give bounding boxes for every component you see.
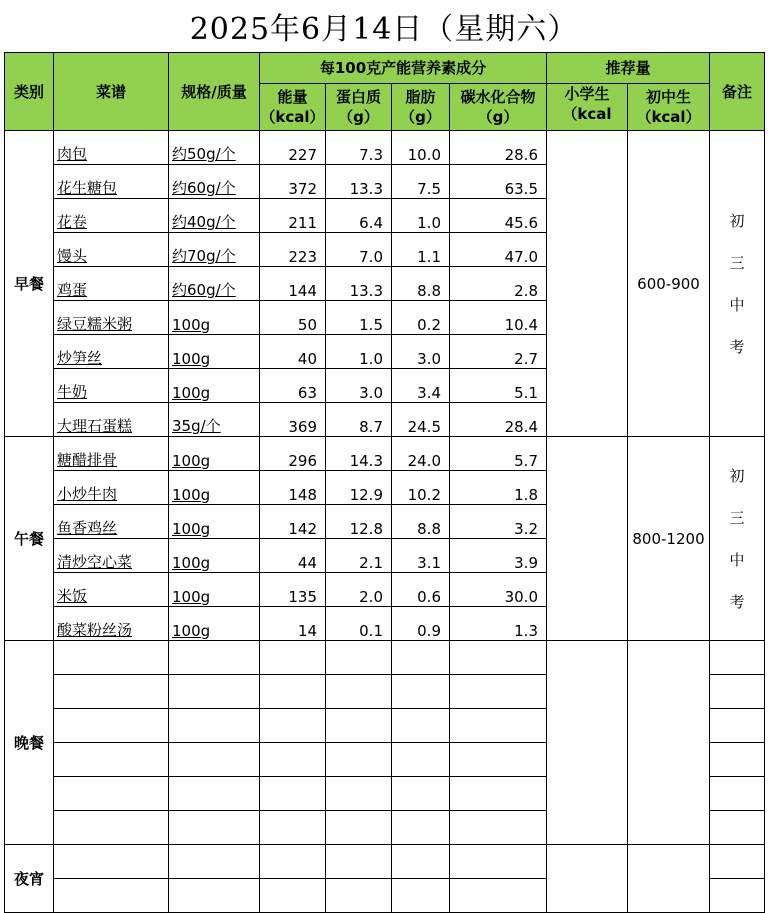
fat-value: 1.0 (392, 199, 450, 233)
empty-cell (450, 709, 547, 743)
spec-value: 100g (172, 622, 211, 640)
empty-cell (326, 641, 392, 675)
carbs-value: 3.9 (450, 539, 547, 573)
protein-value: 1.5 (326, 301, 392, 335)
energy-value: 50 (260, 301, 326, 335)
protein-value: 8.7 (326, 403, 392, 437)
protein-value: 12.9 (326, 471, 392, 505)
carbs-value: 3.2 (450, 505, 547, 539)
spec-cell (169, 131, 260, 165)
energy-value: 135 (260, 573, 326, 607)
empty-cell (450, 879, 547, 913)
remark-char: 三 (729, 253, 745, 272)
energy-value: 144 (260, 267, 326, 301)
empty-cell (54, 777, 169, 811)
recommend-primary-lunch (547, 437, 628, 641)
empty-cell (710, 777, 765, 811)
dish-name: 鸡蛋 (57, 281, 88, 299)
empty-cell (392, 811, 450, 845)
dish-cell (54, 437, 169, 471)
recommend-primary-dinner (547, 641, 628, 845)
energy-value: 372 (260, 165, 326, 199)
energy-value: 63 (260, 369, 326, 403)
spec-cell (169, 335, 260, 369)
dish-cell (54, 131, 169, 165)
fat-value: 10.0 (392, 131, 450, 165)
header-remark: 备注 (710, 53, 765, 131)
fat-value: 24.0 (392, 437, 450, 471)
empty-cell (450, 845, 547, 879)
dish-name: 花生糖包 (57, 179, 118, 197)
fat-value: 0.2 (392, 301, 450, 335)
fat-value: 0.9 (392, 607, 450, 641)
protein-value: 0.1 (326, 607, 392, 641)
empty-cell (326, 777, 392, 811)
table-row (5, 131, 765, 165)
empty-cell (260, 879, 326, 913)
empty-cell (326, 879, 392, 913)
empty-cell (710, 743, 765, 777)
dish-name: 清炒空心菜 (57, 553, 133, 571)
spec-cell (169, 369, 260, 403)
spec-cell (169, 607, 260, 641)
table-body (5, 131, 765, 913)
header-spec: 规格/质量 (169, 53, 260, 131)
empty-cell (169, 641, 260, 675)
fat-value: 3.4 (392, 369, 450, 403)
dish-name: 糖醋排骨 (57, 451, 118, 469)
header-junior: 初中生 （kcal） (628, 84, 710, 131)
dish-cell (54, 573, 169, 607)
empty-cell (710, 675, 765, 709)
dish-name: 馒头 (57, 247, 88, 265)
table-row (5, 437, 765, 471)
fat-value: 3.0 (392, 335, 450, 369)
nutrition-table (4, 52, 765, 913)
carbs-value: 28.6 (450, 131, 547, 165)
empty-cell (169, 811, 260, 845)
spec-value: 100g (172, 452, 211, 470)
header-energy: 能量 （kcal） (260, 84, 326, 131)
dish-cell (54, 369, 169, 403)
empty-cell (392, 845, 450, 879)
recommend-junior-night (628, 845, 710, 913)
empty-cell (260, 675, 326, 709)
empty-cell (450, 743, 547, 777)
protein-value: 7.0 (326, 233, 392, 267)
page-title: 2025年6月14日（星期六） (189, 12, 579, 47)
energy-value: 211 (260, 199, 326, 233)
protein-value: 7.3 (326, 131, 392, 165)
dish-cell (54, 301, 169, 335)
spec-cell (169, 573, 260, 607)
header-nutrition-group: 每100克产能营养素成分 (260, 53, 547, 84)
carbs-value: 47.0 (450, 233, 547, 267)
spec-cell (169, 539, 260, 573)
spec-cell (169, 267, 260, 301)
recommend-primary-breakfast (547, 131, 628, 437)
protein-value: 2.0 (326, 573, 392, 607)
dish-name: 肉包 (57, 145, 88, 163)
fat-value: 8.8 (392, 267, 450, 301)
empty-cell (326, 845, 392, 879)
empty-cell (54, 811, 169, 845)
fat-value: 0.6 (392, 573, 450, 607)
carbs-value: 10.4 (450, 301, 547, 335)
remark-char: 中 (729, 295, 745, 314)
carbs-value: 30.0 (450, 573, 547, 607)
header-fat: 脂肪 （g） (392, 84, 450, 131)
empty-cell (392, 675, 450, 709)
spec-value: 35g/个 (172, 417, 221, 435)
spec-value: 100g (172, 350, 211, 368)
carbs-value: 5.7 (450, 437, 547, 471)
dish-name: 酸菜粉丝汤 (57, 621, 133, 639)
dish-name: 牛奶 (57, 383, 88, 401)
empty-cell (450, 641, 547, 675)
spec-value: 约70g/个 (172, 247, 236, 265)
empty-cell (450, 811, 547, 845)
spec-value: 100g (172, 588, 211, 606)
protein-value: 3.0 (326, 369, 392, 403)
spec-cell (169, 199, 260, 233)
dish-name: 花卷 (57, 213, 88, 231)
remark-lunch (710, 437, 765, 641)
empty-cell (169, 743, 260, 777)
fat-value: 1.1 (392, 233, 450, 267)
remark-char: 考 (729, 592, 745, 611)
empty-cell (169, 777, 260, 811)
remark-breakfast (710, 131, 765, 437)
recommend-junior-dinner (628, 641, 710, 845)
header-category: 类别 (5, 53, 54, 131)
empty-row (5, 845, 765, 879)
header-protein: 蛋白质 （g） (326, 84, 392, 131)
spec-value: 100g (172, 520, 211, 538)
recommend-primary-night (547, 845, 628, 913)
empty-cell (260, 709, 326, 743)
empty-cell (169, 845, 260, 879)
dish-cell (54, 471, 169, 505)
dish-cell (54, 539, 169, 573)
empty-cell (326, 743, 392, 777)
empty-cell (710, 709, 765, 743)
protein-value: 6.4 (326, 199, 392, 233)
dish-cell (54, 335, 169, 369)
dish-name: 小炒牛肉 (57, 485, 118, 503)
dish-cell (54, 199, 169, 233)
carbs-value: 1.8 (450, 471, 547, 505)
spec-value: 约60g/个 (172, 179, 236, 197)
energy-value: 369 (260, 403, 326, 437)
dish-name: 米饭 (57, 587, 88, 605)
fat-value: 7.5 (392, 165, 450, 199)
empty-cell (169, 709, 260, 743)
protein-value: 1.0 (326, 335, 392, 369)
meal-category-night: 夜宵 (5, 845, 54, 913)
dish-cell (54, 505, 169, 539)
spec-value: 约50g/个 (172, 145, 236, 163)
header-primary: 小学生 （kcal (547, 84, 628, 131)
empty-cell (710, 845, 765, 879)
spec-value: 100g (172, 384, 211, 402)
empty-cell (326, 709, 392, 743)
carbs-value: 5.1 (450, 369, 547, 403)
spec-cell (169, 403, 260, 437)
dish-cell (54, 403, 169, 437)
dish-name: 鱼香鸡丝 (57, 519, 118, 537)
header-carbs: 碳水化合物 （g） (450, 84, 547, 131)
recommend-junior-lunch: 800-1200 (628, 437, 710, 641)
empty-cell (450, 675, 547, 709)
energy-value: 142 (260, 505, 326, 539)
energy-value: 14 (260, 607, 326, 641)
dish-cell (54, 267, 169, 301)
carbs-value: 1.3 (450, 607, 547, 641)
carbs-value: 2.8 (450, 267, 547, 301)
protein-value: 12.8 (326, 505, 392, 539)
empty-cell (326, 811, 392, 845)
empty-cell (260, 641, 326, 675)
empty-cell (54, 743, 169, 777)
empty-cell (260, 811, 326, 845)
dish-cell (54, 233, 169, 267)
energy-value: 223 (260, 233, 326, 267)
empty-cell (392, 777, 450, 811)
spec-value: 约60g/个 (172, 281, 236, 299)
spec-value: 约40g/个 (172, 213, 236, 231)
meal-category-dinner: 晚餐 (5, 641, 54, 845)
remark-char: 初 (729, 211, 745, 230)
protein-value: 14.3 (326, 437, 392, 471)
empty-cell (710, 811, 765, 845)
carbs-value: 63.5 (450, 165, 547, 199)
spec-value: 100g (172, 486, 211, 504)
spec-cell (169, 505, 260, 539)
empty-cell (169, 675, 260, 709)
fat-value: 3.1 (392, 539, 450, 573)
empty-cell (450, 777, 547, 811)
empty-cell (392, 743, 450, 777)
empty-cell (392, 641, 450, 675)
remark-char: 初 (729, 466, 745, 485)
protein-value: 13.3 (326, 165, 392, 199)
carbs-value: 2.7 (450, 335, 547, 369)
meal-category-breakfast: 早餐 (5, 131, 54, 437)
meal-category-lunch: 午餐 (5, 437, 54, 641)
empty-cell (260, 845, 326, 879)
recommend-junior-breakfast: 600-900 (628, 131, 710, 437)
carbs-value: 45.6 (450, 199, 547, 233)
dish-name: 大理石蛋糕 (57, 417, 133, 435)
header-recommend-group: 推荐量 (547, 53, 710, 84)
spec-cell (169, 165, 260, 199)
empty-cell (54, 845, 169, 879)
empty-cell (260, 743, 326, 777)
header-dish: 菜谱 (54, 53, 169, 131)
protein-value: 2.1 (326, 539, 392, 573)
fat-value: 8.8 (392, 505, 450, 539)
dish-name: 绿豆糯米粥 (57, 315, 133, 333)
empty-cell (710, 879, 765, 913)
empty-cell (54, 879, 169, 913)
empty-cell (54, 641, 169, 675)
carbs-value: 28.4 (450, 403, 547, 437)
empty-cell (710, 641, 765, 675)
energy-value: 227 (260, 131, 326, 165)
empty-cell (260, 777, 326, 811)
energy-value: 148 (260, 471, 326, 505)
dish-cell (54, 607, 169, 641)
remark-char: 中 (729, 550, 745, 569)
remark-char: 考 (729, 337, 745, 356)
dish-cell (54, 165, 169, 199)
fat-value: 10.2 (392, 471, 450, 505)
spec-value: 100g (172, 316, 211, 334)
empty-cell (392, 709, 450, 743)
protein-value: 13.3 (326, 267, 392, 301)
empty-cell (392, 879, 450, 913)
spec-cell (169, 301, 260, 335)
energy-value: 296 (260, 437, 326, 471)
spec-cell (169, 471, 260, 505)
fat-value: 24.5 (392, 403, 450, 437)
dish-name: 炒笋丝 (57, 349, 103, 367)
spec-value: 100g (172, 554, 211, 572)
spec-cell (169, 437, 260, 471)
energy-value: 40 (260, 335, 326, 369)
empty-cell (54, 709, 169, 743)
empty-row (5, 641, 765, 675)
energy-value: 44 (260, 539, 326, 573)
empty-cell (326, 675, 392, 709)
empty-cell (54, 675, 169, 709)
remark-char: 三 (729, 508, 745, 527)
spec-cell (169, 233, 260, 267)
empty-cell (169, 879, 260, 913)
